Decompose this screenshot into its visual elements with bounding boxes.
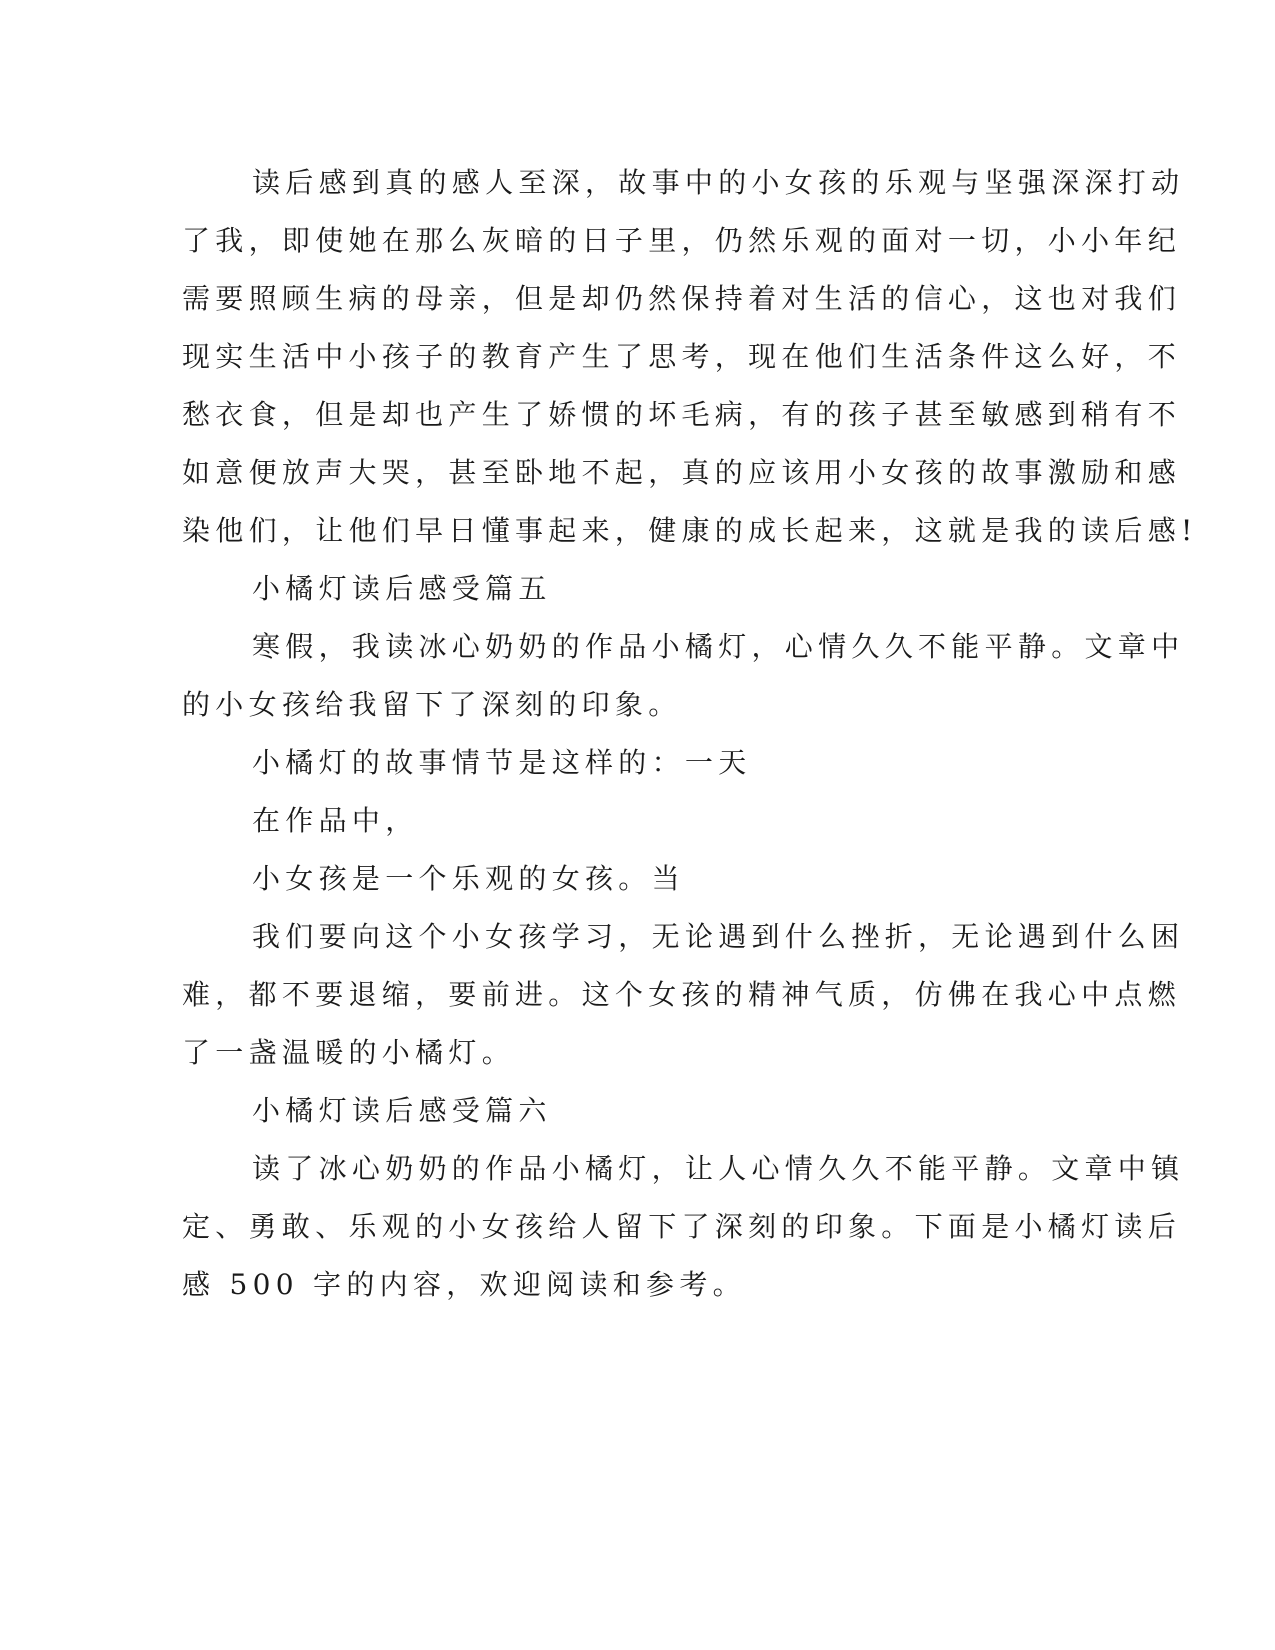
section-heading: 小橘灯读后感受篇六 — [252, 1094, 552, 1127]
paragraph-line: 难，都不要退缩，要前进。这个女孩的精神气质，仿佛在我心中点燃 — [182, 978, 1182, 1011]
paragraph-line: 需要照顾生病的母亲，但是却仍然保持着对生活的信心，这也对我们 — [182, 282, 1182, 315]
paragraph-line: 了我，即使她在那么灰暗的日子里，仍然乐观的面对一切，小小年纪 — [182, 224, 1182, 257]
paragraph-line: 了一盏温暖的小橘灯。 — [182, 1036, 516, 1069]
paragraph-line: 如意便放声大哭，甚至卧地不起，真的应该用小女孩的故事激励和感 — [182, 456, 1182, 489]
paragraph-line: 小橘灯的故事情节是这样的：一天 — [252, 746, 752, 779]
paragraph-line: 感 500 字的内容，欢迎阅读和参考。 — [182, 1268, 746, 1301]
section-heading: 小橘灯读后感受篇五 — [252, 572, 552, 605]
paragraph-line: 的小女孩给我留下了深刻的印象。 — [182, 688, 682, 721]
paragraph-line: 小女孩是一个乐观的女孩。当 — [252, 862, 685, 895]
paragraph-line: 染他们，让他们早日懂事起来，健康的成长起来，这就是我的读后感! — [182, 514, 1198, 547]
paragraph-line: 现实生活中小孩子的教育产生了思考，现在他们生活条件这么好，不 — [182, 340, 1182, 373]
paragraph-line: 寒假，我读冰心奶奶的作品小橘灯，心情久久不能平静。文章中 — [252, 630, 1185, 663]
paragraph-line: 读了冰心奶奶的作品小橘灯，让人心情久久不能平静。文章中镇 — [252, 1152, 1185, 1185]
paragraph-line: 在作品中， — [252, 804, 419, 837]
paragraph-line: 读后感到真的感人至深，故事中的小女孩的乐观与坚强深深打动 — [252, 166, 1185, 199]
paragraph-line: 我们要向这个小女孩学习，无论遇到什么挫折，无论遇到什么困 — [252, 920, 1185, 953]
paragraph-line: 定、勇敢、乐观的小女孩给人留下了深刻的印象。下面是小橘灯读后 — [182, 1210, 1182, 1243]
paragraph-line: 愁衣食，但是却也产生了娇惯的坏毛病，有的孩子甚至敏感到稍有不 — [182, 398, 1182, 431]
